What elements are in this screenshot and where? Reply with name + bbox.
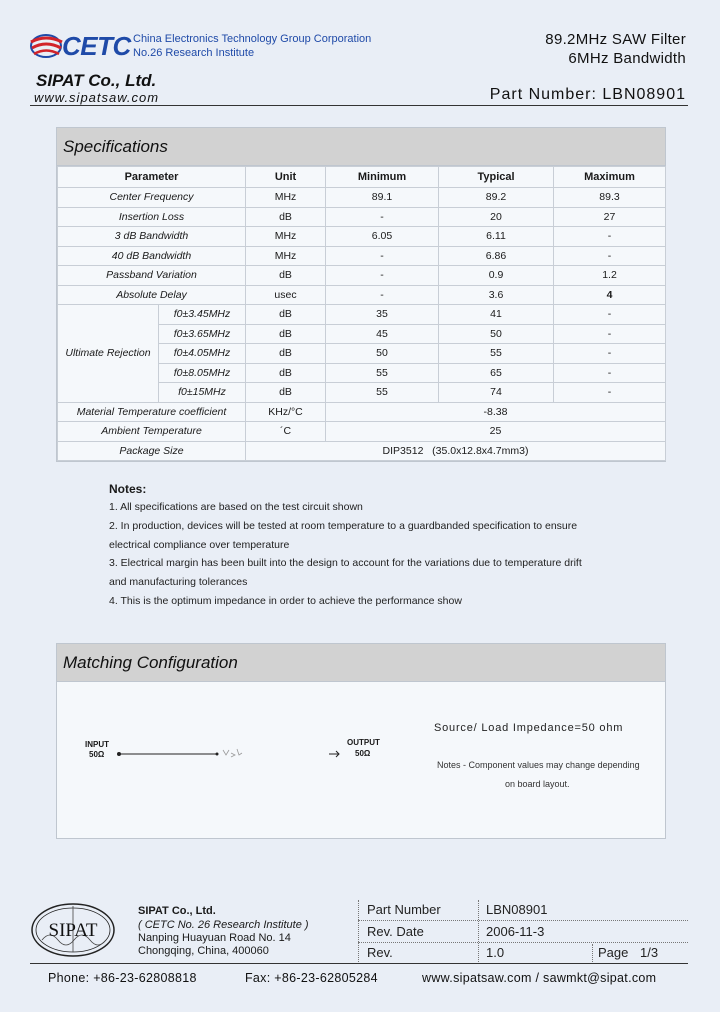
notes-title: Notes:	[109, 482, 147, 496]
table-header-row	[58, 167, 666, 188]
footer-address-line: ( CETC No. 26 Research Institute )	[138, 919, 309, 931]
max-cell: -	[554, 305, 666, 325]
output-terminal-icon	[327, 744, 343, 764]
footer-company: SIPAT Co., Ltd.	[138, 905, 216, 917]
column-header: Maximum	[554, 167, 666, 188]
specifications-title: Specifications	[57, 128, 665, 166]
corporation-name: China Electronics Technology Group Corporation	[133, 33, 372, 45]
typ-cell: 20	[439, 207, 554, 227]
max-cell: -	[554, 363, 666, 383]
input-impedance: 50Ω	[89, 750, 105, 759]
page-value: 1/3	[640, 945, 659, 960]
unit-cell: ´C	[246, 422, 326, 442]
typ-cell: 65	[439, 363, 554, 383]
cetc-logo-text: CETC	[62, 31, 131, 61]
max-cell: -	[554, 246, 666, 266]
max-cell: -	[554, 344, 666, 364]
footer-address-line: Chongqing, China, 400060	[138, 945, 269, 957]
typ-cell: 6.11	[439, 227, 554, 247]
table-row	[58, 422, 666, 442]
rejection-label: Ultimate Rejection	[58, 305, 159, 403]
sipat-logo-text: SIPAT	[48, 920, 98, 941]
note-line: and manufacturing tolerances	[109, 576, 248, 588]
freq-cell: f0±3.65MHz	[159, 324, 246, 344]
param-cell: Material Temperature coefficient	[58, 402, 246, 422]
typ-cell: 50	[439, 324, 554, 344]
footer-divider	[30, 963, 688, 964]
param-cell: 3 dB Bandwidth	[58, 227, 246, 247]
min-cell: -	[326, 285, 439, 305]
company-website[interactable]: www.sipatsaw.com	[34, 90, 160, 105]
unit-cell: dB	[246, 324, 326, 344]
typ-cell: 0.9	[439, 266, 554, 286]
source-load-impedance: Source/ Load Impedance=50 ohm	[434, 722, 624, 734]
min-cell: 45	[326, 324, 439, 344]
unit-cell: KHz/°C	[246, 402, 326, 422]
unit-cell: MHz	[246, 246, 326, 266]
input-label: INPUT	[85, 740, 109, 749]
footer-grid-line	[592, 944, 593, 962]
param-cell: Ambient Temperature	[58, 422, 246, 442]
footer-grid-line	[358, 920, 688, 921]
param-cell: Insertion Loss	[58, 207, 246, 227]
typ-cell: 74	[439, 383, 554, 403]
unit-cell: MHz	[246, 227, 326, 247]
unit-cell: usec	[246, 285, 326, 305]
param-cell: Center Frequency	[58, 188, 246, 208]
max-cell: -	[554, 227, 666, 247]
table-row	[58, 305, 666, 325]
output-impedance: 50Ω	[355, 749, 371, 758]
matching-section	[56, 643, 666, 839]
footer-web-email[interactable]: www.sipatsaw.com / sawmkt@sipat.com	[422, 971, 657, 985]
table-row	[58, 266, 666, 286]
freq-cell: f0±15MHz	[159, 383, 246, 403]
param-cell: Package Size	[58, 441, 246, 461]
part-number-heading: Part Number: LBN08901	[489, 86, 686, 103]
freq-cell: f0±8.05MHz	[159, 363, 246, 383]
matching-note: Notes - Component values may change depending	[437, 760, 640, 770]
column-header: Typical	[439, 167, 554, 188]
specifications-table	[57, 166, 666, 461]
unit-cell: dB	[246, 266, 326, 286]
table-row	[58, 227, 666, 247]
min-cell: 6.05	[326, 227, 439, 247]
unit-cell: dB	[246, 305, 326, 325]
param-cell: 40 dB Bandwidth	[58, 246, 246, 266]
column-header: Minimum	[326, 167, 439, 188]
typ-cell: 6.86	[439, 246, 554, 266]
product-bandwidth: 6MHz Bandwidth	[568, 50, 686, 67]
table-row	[58, 246, 666, 266]
specifications-section	[56, 127, 666, 462]
table-row	[58, 285, 666, 305]
param-cell: Absolute Delay	[58, 285, 246, 305]
note-line: electrical compliance over temperature	[109, 539, 290, 551]
unit-cell: dB	[246, 383, 326, 403]
institute-name: No.26 Research Institute	[133, 47, 255, 59]
max-cell: 4	[554, 285, 666, 305]
rev-date-value: 2006-11-3	[486, 924, 545, 939]
column-header: Unit	[246, 167, 326, 188]
column-header: Parameter	[58, 167, 246, 188]
min-cell: -	[326, 207, 439, 227]
product-title: 89.2MHz SAW Filter	[545, 31, 686, 48]
rev-label: Rev.	[367, 945, 393, 960]
footer-fax: Fax: +86-23-62805284	[245, 971, 378, 985]
min-cell: 89.1	[326, 188, 439, 208]
part-number-value: LBN08901	[486, 902, 548, 917]
min-cell: 55	[326, 363, 439, 383]
min-cell: -	[326, 246, 439, 266]
value-cell: -8.38	[326, 402, 666, 422]
input-line-icon	[105, 744, 245, 764]
unit-cell: dB	[246, 344, 326, 364]
freq-cell: f0±3.45MHz	[159, 305, 246, 325]
header-divider	[30, 105, 688, 106]
freq-cell: f0±4.05MHz	[159, 344, 246, 364]
value-cell: 25	[326, 422, 666, 442]
part-number-label: Part Number	[367, 902, 441, 917]
min-cell: -	[326, 266, 439, 286]
value-cell: DIP3512 (35.0x12.8x4.7mm3)	[246, 441, 666, 461]
max-cell: 1.2	[554, 266, 666, 286]
footer-address-line: Nanping Huayuan Road No. 14	[138, 932, 291, 944]
footer-grid-line	[358, 942, 688, 943]
typ-cell: 3.6	[439, 285, 554, 305]
footer-grid-line	[478, 900, 479, 962]
footer-phone: Phone: +86-23-62808818	[48, 971, 197, 985]
param-cell: Passband Variation	[58, 266, 246, 286]
typ-cell: 55	[439, 344, 554, 364]
page-label: Page	[598, 945, 629, 960]
output-label: OUTPUT	[347, 738, 380, 747]
max-cell: 89.3	[554, 188, 666, 208]
min-cell: 50	[326, 344, 439, 364]
matching-title: Matching Configuration	[57, 644, 665, 682]
unit-cell: dB	[246, 207, 326, 227]
sipat-logo-icon	[30, 900, 116, 960]
note-line: 1. All specifications are based on the test circuit shown	[109, 501, 363, 513]
matching-note: on board layout.	[505, 779, 570, 789]
table-row	[58, 441, 666, 461]
max-cell: 27	[554, 207, 666, 227]
rev-value: 1.0	[486, 945, 505, 960]
note-line: 4. This is the optimum impedance in order to achieve the performance show	[109, 595, 462, 607]
rev-date-label: Rev. Date	[367, 924, 424, 939]
max-cell: -	[554, 383, 666, 403]
note-line: 2. In production, devices will be tested at room temperature to a guardbanded specification to ensure	[109, 520, 578, 532]
matching-diagram	[57, 682, 665, 838]
typ-cell: 89.2	[439, 188, 554, 208]
min-cell: 35	[326, 305, 439, 325]
typ-cell: 41	[439, 305, 554, 325]
table-row	[58, 207, 666, 227]
table-row	[58, 188, 666, 208]
note-line: 3. Electrical margin has been built into the design to account for the variations due to temperature drift	[109, 557, 582, 569]
table-row	[58, 402, 666, 422]
max-cell: -	[554, 324, 666, 344]
company-name: SIPAT Co., Ltd.	[36, 71, 157, 90]
footer-grid-line	[358, 900, 359, 962]
unit-cell: MHz	[246, 188, 326, 208]
min-cell: 55	[326, 383, 439, 403]
unit-cell: dB	[246, 363, 326, 383]
